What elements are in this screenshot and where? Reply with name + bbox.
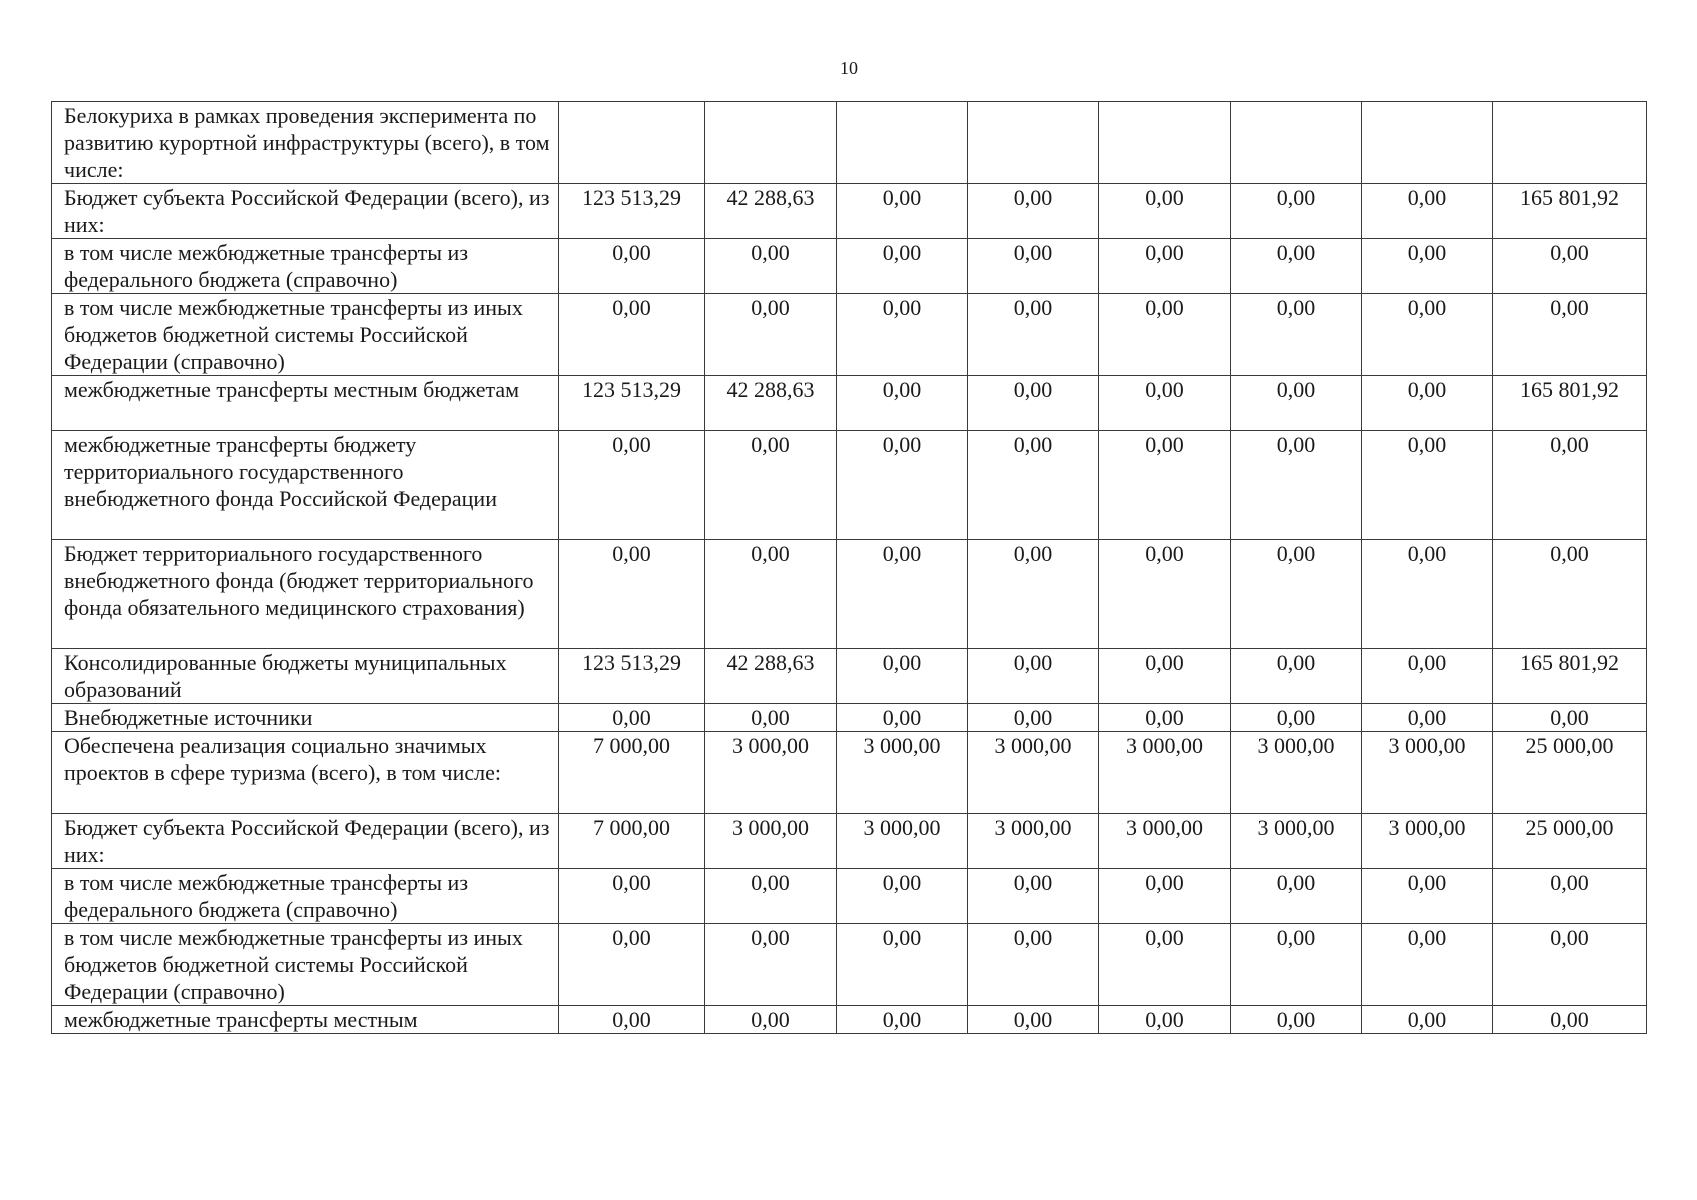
value-cell: 0,00 bbox=[837, 431, 968, 540]
row-label: в том числе межбюджетные трансферты из иных бюджетов бюджетной системы Российской Федерации (справочно) bbox=[52, 294, 559, 376]
value-cell: 3 000,00 bbox=[1362, 732, 1493, 814]
value-cell: 0,00 bbox=[968, 294, 1099, 376]
value-cell: 0,00 bbox=[705, 924, 837, 1006]
value-cell: 0,00 bbox=[705, 239, 837, 294]
value-cell: 0,00 bbox=[1099, 184, 1231, 239]
value-cell: 3 000,00 bbox=[837, 814, 968, 869]
value-cell: 3 000,00 bbox=[1362, 814, 1493, 869]
value-cell: 0,00 bbox=[1362, 704, 1493, 732]
value-cell bbox=[1231, 102, 1362, 184]
value-cell: 0,00 bbox=[1362, 1006, 1493, 1034]
value-cell: 0,00 bbox=[837, 869, 968, 924]
value-cell: 0,00 bbox=[1099, 431, 1231, 540]
value-cell: 0,00 bbox=[1231, 431, 1362, 540]
value-cell: 0,00 bbox=[1362, 540, 1493, 649]
value-cell: 0,00 bbox=[1493, 294, 1647, 376]
value-cell: 0,00 bbox=[1493, 431, 1647, 540]
row-label: межбюджетные трансферты бюджету территориального государственного внебюджетного фонда Российской Федерации bbox=[52, 431, 559, 540]
value-cell: 42 288,63 bbox=[705, 376, 837, 431]
value-cell bbox=[705, 102, 837, 184]
value-cell: 0,00 bbox=[1231, 649, 1362, 704]
row-label: Обеспечена реализация социально значимых проектов в сфере туризма (всего), в том числе: bbox=[52, 732, 559, 814]
value-cell: 0,00 bbox=[559, 704, 705, 732]
value-cell: 0,00 bbox=[1099, 704, 1231, 732]
value-cell: 0,00 bbox=[1362, 294, 1493, 376]
value-cell: 0,00 bbox=[837, 376, 968, 431]
table-row bbox=[52, 732, 1647, 814]
value-cell: 3 000,00 bbox=[1099, 732, 1231, 814]
value-cell: 0,00 bbox=[1493, 704, 1647, 732]
table-row bbox=[52, 704, 1647, 732]
value-cell bbox=[559, 102, 705, 184]
page-number: 10 bbox=[840, 58, 858, 78]
value-cell: 0,00 bbox=[559, 431, 705, 540]
value-cell: 0,00 bbox=[1231, 294, 1362, 376]
value-cell: 0,00 bbox=[1493, 869, 1647, 924]
value-cell: 0,00 bbox=[1099, 239, 1231, 294]
value-cell: 0,00 bbox=[968, 704, 1099, 732]
value-cell: 0,00 bbox=[968, 376, 1099, 431]
value-cell: 0,00 bbox=[559, 1006, 705, 1034]
value-cell: 0,00 bbox=[559, 869, 705, 924]
row-label: Бюджет субъекта Российской Федерации (всего), из них: bbox=[52, 814, 559, 869]
row-label: в том числе межбюджетные трансферты из федерального бюджета (справочно) bbox=[52, 239, 559, 294]
value-cell: 3 000,00 bbox=[1231, 814, 1362, 869]
value-cell: 123 513,29 bbox=[559, 376, 705, 431]
value-cell: 0,00 bbox=[1362, 869, 1493, 924]
value-cell: 0,00 bbox=[1099, 1006, 1231, 1034]
value-cell: 0,00 bbox=[1493, 924, 1647, 1006]
value-cell: 0,00 bbox=[837, 1006, 968, 1034]
value-cell: 42 288,63 bbox=[705, 649, 837, 704]
value-cell bbox=[1099, 102, 1231, 184]
row-label: Бюджет субъекта Российской Федерации (всего), из них: bbox=[52, 184, 559, 239]
table-row bbox=[52, 869, 1647, 924]
value-cell: 0,00 bbox=[1099, 294, 1231, 376]
value-cell: 3 000,00 bbox=[705, 814, 837, 869]
value-cell: 0,00 bbox=[1231, 376, 1362, 431]
value-cell: 42 288,63 bbox=[705, 184, 837, 239]
value-cell bbox=[968, 102, 1099, 184]
value-cell: 3 000,00 bbox=[1231, 732, 1362, 814]
value-cell: 0,00 bbox=[1362, 239, 1493, 294]
value-cell: 3 000,00 bbox=[968, 814, 1099, 869]
value-cell: 0,00 bbox=[1231, 869, 1362, 924]
table-row bbox=[52, 540, 1647, 649]
value-cell: 0,00 bbox=[559, 239, 705, 294]
value-cell: 7 000,00 bbox=[559, 814, 705, 869]
value-cell: 165 801,92 bbox=[1493, 376, 1647, 431]
table-row bbox=[52, 814, 1647, 869]
row-label: Внебюджетные источники bbox=[52, 704, 559, 732]
value-cell: 165 801,92 bbox=[1493, 184, 1647, 239]
budget-table-body bbox=[52, 102, 1647, 1034]
value-cell: 0,00 bbox=[968, 924, 1099, 1006]
value-cell: 0,00 bbox=[837, 184, 968, 239]
value-cell: 0,00 bbox=[1362, 376, 1493, 431]
row-label: Белокуриха в рамках проведения эксперимента по развитию курортной инфраструктуры (всего), в том числе: bbox=[52, 102, 559, 184]
value-cell: 3 000,00 bbox=[837, 732, 968, 814]
value-cell: 0,00 bbox=[1231, 184, 1362, 239]
table-row bbox=[52, 649, 1647, 704]
value-cell: 0,00 bbox=[968, 184, 1099, 239]
value-cell: 3 000,00 bbox=[968, 732, 1099, 814]
value-cell: 0,00 bbox=[837, 294, 968, 376]
value-cell: 0,00 bbox=[1099, 540, 1231, 649]
value-cell: 0,00 bbox=[1362, 431, 1493, 540]
value-cell: 0,00 bbox=[837, 649, 968, 704]
value-cell: 0,00 bbox=[968, 869, 1099, 924]
value-cell: 0,00 bbox=[968, 431, 1099, 540]
value-cell: 165 801,92 bbox=[1493, 649, 1647, 704]
table-row bbox=[52, 294, 1647, 376]
value-cell: 0,00 bbox=[968, 540, 1099, 649]
table-row bbox=[52, 102, 1647, 184]
value-cell: 25 000,00 bbox=[1493, 814, 1647, 869]
value-cell: 0,00 bbox=[705, 294, 837, 376]
row-label: в том числе межбюджетные трансферты из федерального бюджета (справочно) bbox=[52, 869, 559, 924]
value-cell: 0,00 bbox=[968, 239, 1099, 294]
value-cell: 0,00 bbox=[1231, 704, 1362, 732]
value-cell: 3 000,00 bbox=[1099, 814, 1231, 869]
value-cell: 0,00 bbox=[705, 431, 837, 540]
value-cell: 0,00 bbox=[1493, 540, 1647, 649]
table-row bbox=[52, 1006, 1647, 1034]
value-cell: 0,00 bbox=[1362, 184, 1493, 239]
row-label: межбюджетные трансферты местным bbox=[52, 1006, 559, 1034]
value-cell: 0,00 bbox=[1493, 1006, 1647, 1034]
value-cell: 0,00 bbox=[837, 924, 968, 1006]
value-cell: 3 000,00 bbox=[705, 732, 837, 814]
table-row bbox=[52, 431, 1647, 540]
value-cell: 25 000,00 bbox=[1493, 732, 1647, 814]
value-cell: 0,00 bbox=[1362, 649, 1493, 704]
value-cell: 0,00 bbox=[559, 294, 705, 376]
value-cell: 0,00 bbox=[837, 540, 968, 649]
value-cell: 0,00 bbox=[968, 1006, 1099, 1034]
row-label: в том числе межбюджетные трансферты из иных бюджетов бюджетной системы Российской Федерации (справочно) bbox=[52, 924, 559, 1006]
value-cell: 0,00 bbox=[1099, 924, 1231, 1006]
value-cell: 0,00 bbox=[837, 239, 968, 294]
row-label: межбюджетные трансферты местным бюджетам bbox=[52, 376, 559, 431]
value-cell: 0,00 bbox=[968, 649, 1099, 704]
value-cell: 0,00 bbox=[1099, 649, 1231, 704]
value-cell: 0,00 bbox=[705, 540, 837, 649]
value-cell: 0,00 bbox=[705, 869, 837, 924]
value-cell: 0,00 bbox=[1099, 869, 1231, 924]
table-row bbox=[52, 239, 1647, 294]
value-cell: 0,00 bbox=[559, 540, 705, 649]
value-cell: 0,00 bbox=[1231, 540, 1362, 649]
value-cell bbox=[1493, 102, 1647, 184]
value-cell: 0,00 bbox=[837, 704, 968, 732]
value-cell: 7 000,00 bbox=[559, 732, 705, 814]
budget-table bbox=[51, 101, 1647, 1034]
value-cell: 123 513,29 bbox=[559, 184, 705, 239]
value-cell: 0,00 bbox=[1099, 376, 1231, 431]
table-row bbox=[52, 184, 1647, 239]
value-cell: 0,00 bbox=[705, 704, 837, 732]
table-row bbox=[52, 924, 1647, 1006]
value-cell bbox=[837, 102, 968, 184]
table-row bbox=[52, 376, 1647, 431]
value-cell: 123 513,29 bbox=[559, 649, 705, 704]
value-cell bbox=[1362, 102, 1493, 184]
value-cell: 0,00 bbox=[1493, 239, 1647, 294]
row-label: Консолидированные бюджеты муниципальных образований bbox=[52, 649, 559, 704]
value-cell: 0,00 bbox=[705, 1006, 837, 1034]
row-label: Бюджет территориального государственного внебюджетного фонда (бюджет территориального фонда обязательного медицинского страхования) bbox=[52, 540, 559, 649]
value-cell: 0,00 bbox=[1362, 924, 1493, 1006]
value-cell: 0,00 bbox=[1231, 239, 1362, 294]
value-cell: 0,00 bbox=[559, 924, 705, 1006]
value-cell: 0,00 bbox=[1231, 1006, 1362, 1034]
value-cell: 0,00 bbox=[1231, 924, 1362, 1006]
